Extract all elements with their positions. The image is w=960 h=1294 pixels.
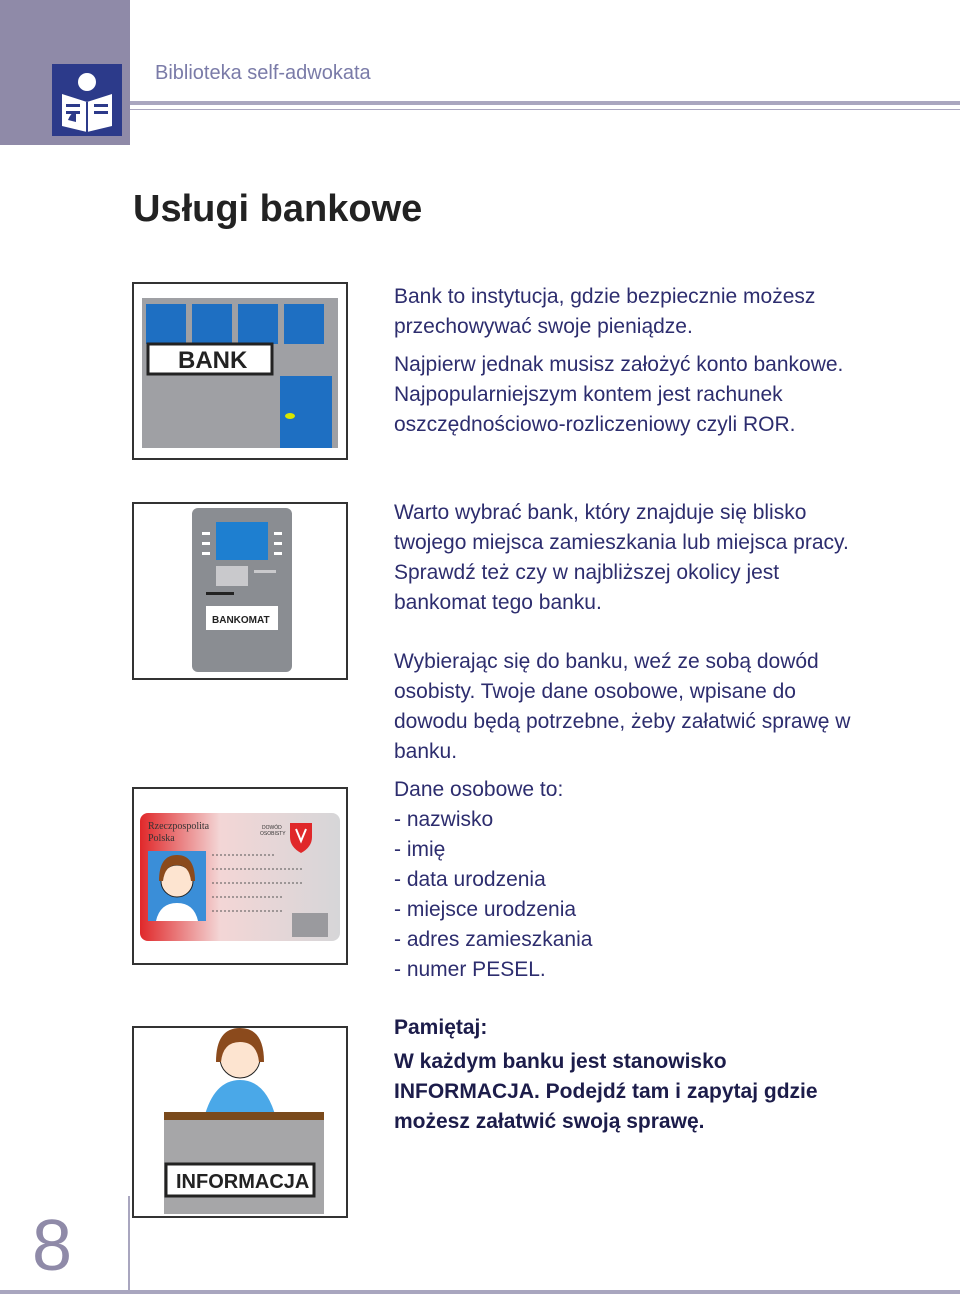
account-text: Najpierw jednak musisz założyć konto bankowe. Najpopularniejszym kontem jest rachunek oszczędnościowo-rozliczeniowy czyli ROR. bbox=[394, 353, 844, 436]
choose-bank-text: Warto wybrać bank, który znajduje się blisko twojego miejsca zamieszkania lub miejsca pracy. Sprawdź też czy w najbliższej okolicy jest bankomat tego banku. bbox=[394, 501, 849, 614]
list-item: - nazwisko bbox=[394, 808, 494, 831]
remember-text: W każdym banku jest stanowisko INFORMACJA. Podejdź tam i zapytaj gdzie możesz załatwić swoją sprawę. bbox=[394, 1050, 818, 1133]
series-title: Biblioteka self-adwokata bbox=[155, 62, 371, 84]
list-item: - numer PESEL. bbox=[394, 958, 546, 981]
id-card-illustration bbox=[132, 787, 348, 965]
bank-sign: BANK bbox=[178, 347, 248, 374]
page-number: 8 bbox=[32, 1206, 73, 1286]
body-paragraph-1 bbox=[394, 282, 864, 342]
remember-note bbox=[394, 1047, 824, 1137]
body-paragraph-4 bbox=[394, 647, 864, 767]
body-paragraph-2 bbox=[394, 350, 864, 440]
remember-label bbox=[394, 1013, 864, 1043]
atm-illustration bbox=[132, 502, 348, 680]
list-intro: Dane osobowe to: bbox=[394, 778, 564, 801]
sidebar bbox=[0, 0, 130, 1294]
id-doc-line2: OSOBISTY bbox=[260, 831, 286, 837]
page-title: Usługi bankowe bbox=[133, 188, 423, 230]
intro-text: Bank to instytucja, gdzie bezpiecznie możesz przechowywać swoje pieniądze. bbox=[394, 285, 816, 338]
list-item: - data urodzenia bbox=[394, 868, 546, 891]
atm-sign: BANKOMAT bbox=[212, 615, 270, 626]
list-item: - adres zamieszkania bbox=[394, 928, 593, 951]
list-item: - miejsce urodzenia bbox=[394, 898, 577, 921]
id-country-line2: Polska bbox=[148, 833, 175, 844]
remember-heading: Pamiętaj: bbox=[394, 1016, 488, 1039]
list-item: - imię bbox=[394, 838, 446, 861]
header-divider-thin bbox=[130, 109, 960, 110]
id-country-line1: Rzeczpospolita bbox=[148, 821, 210, 832]
page-corner-rule bbox=[128, 1196, 130, 1294]
footer-divider bbox=[0, 1290, 960, 1294]
information-desk-illustration bbox=[132, 1026, 348, 1218]
id-doc-line1: DOWÓD bbox=[262, 825, 282, 831]
personal-data-list bbox=[394, 775, 864, 985]
body-paragraph-3 bbox=[394, 498, 864, 618]
easy-to-read-logo bbox=[52, 64, 122, 136]
header-divider bbox=[130, 101, 960, 105]
id-card-text: Wybierając się do banku, weź ze sobą dowód osobisty. Twoje dane osobowe, wpisane do dowodu będą potrzebne, żeby załatwić sprawę w banku. bbox=[394, 650, 851, 763]
bank-illustration bbox=[132, 282, 348, 460]
information-sign: INFORMACJA bbox=[176, 1171, 310, 1193]
